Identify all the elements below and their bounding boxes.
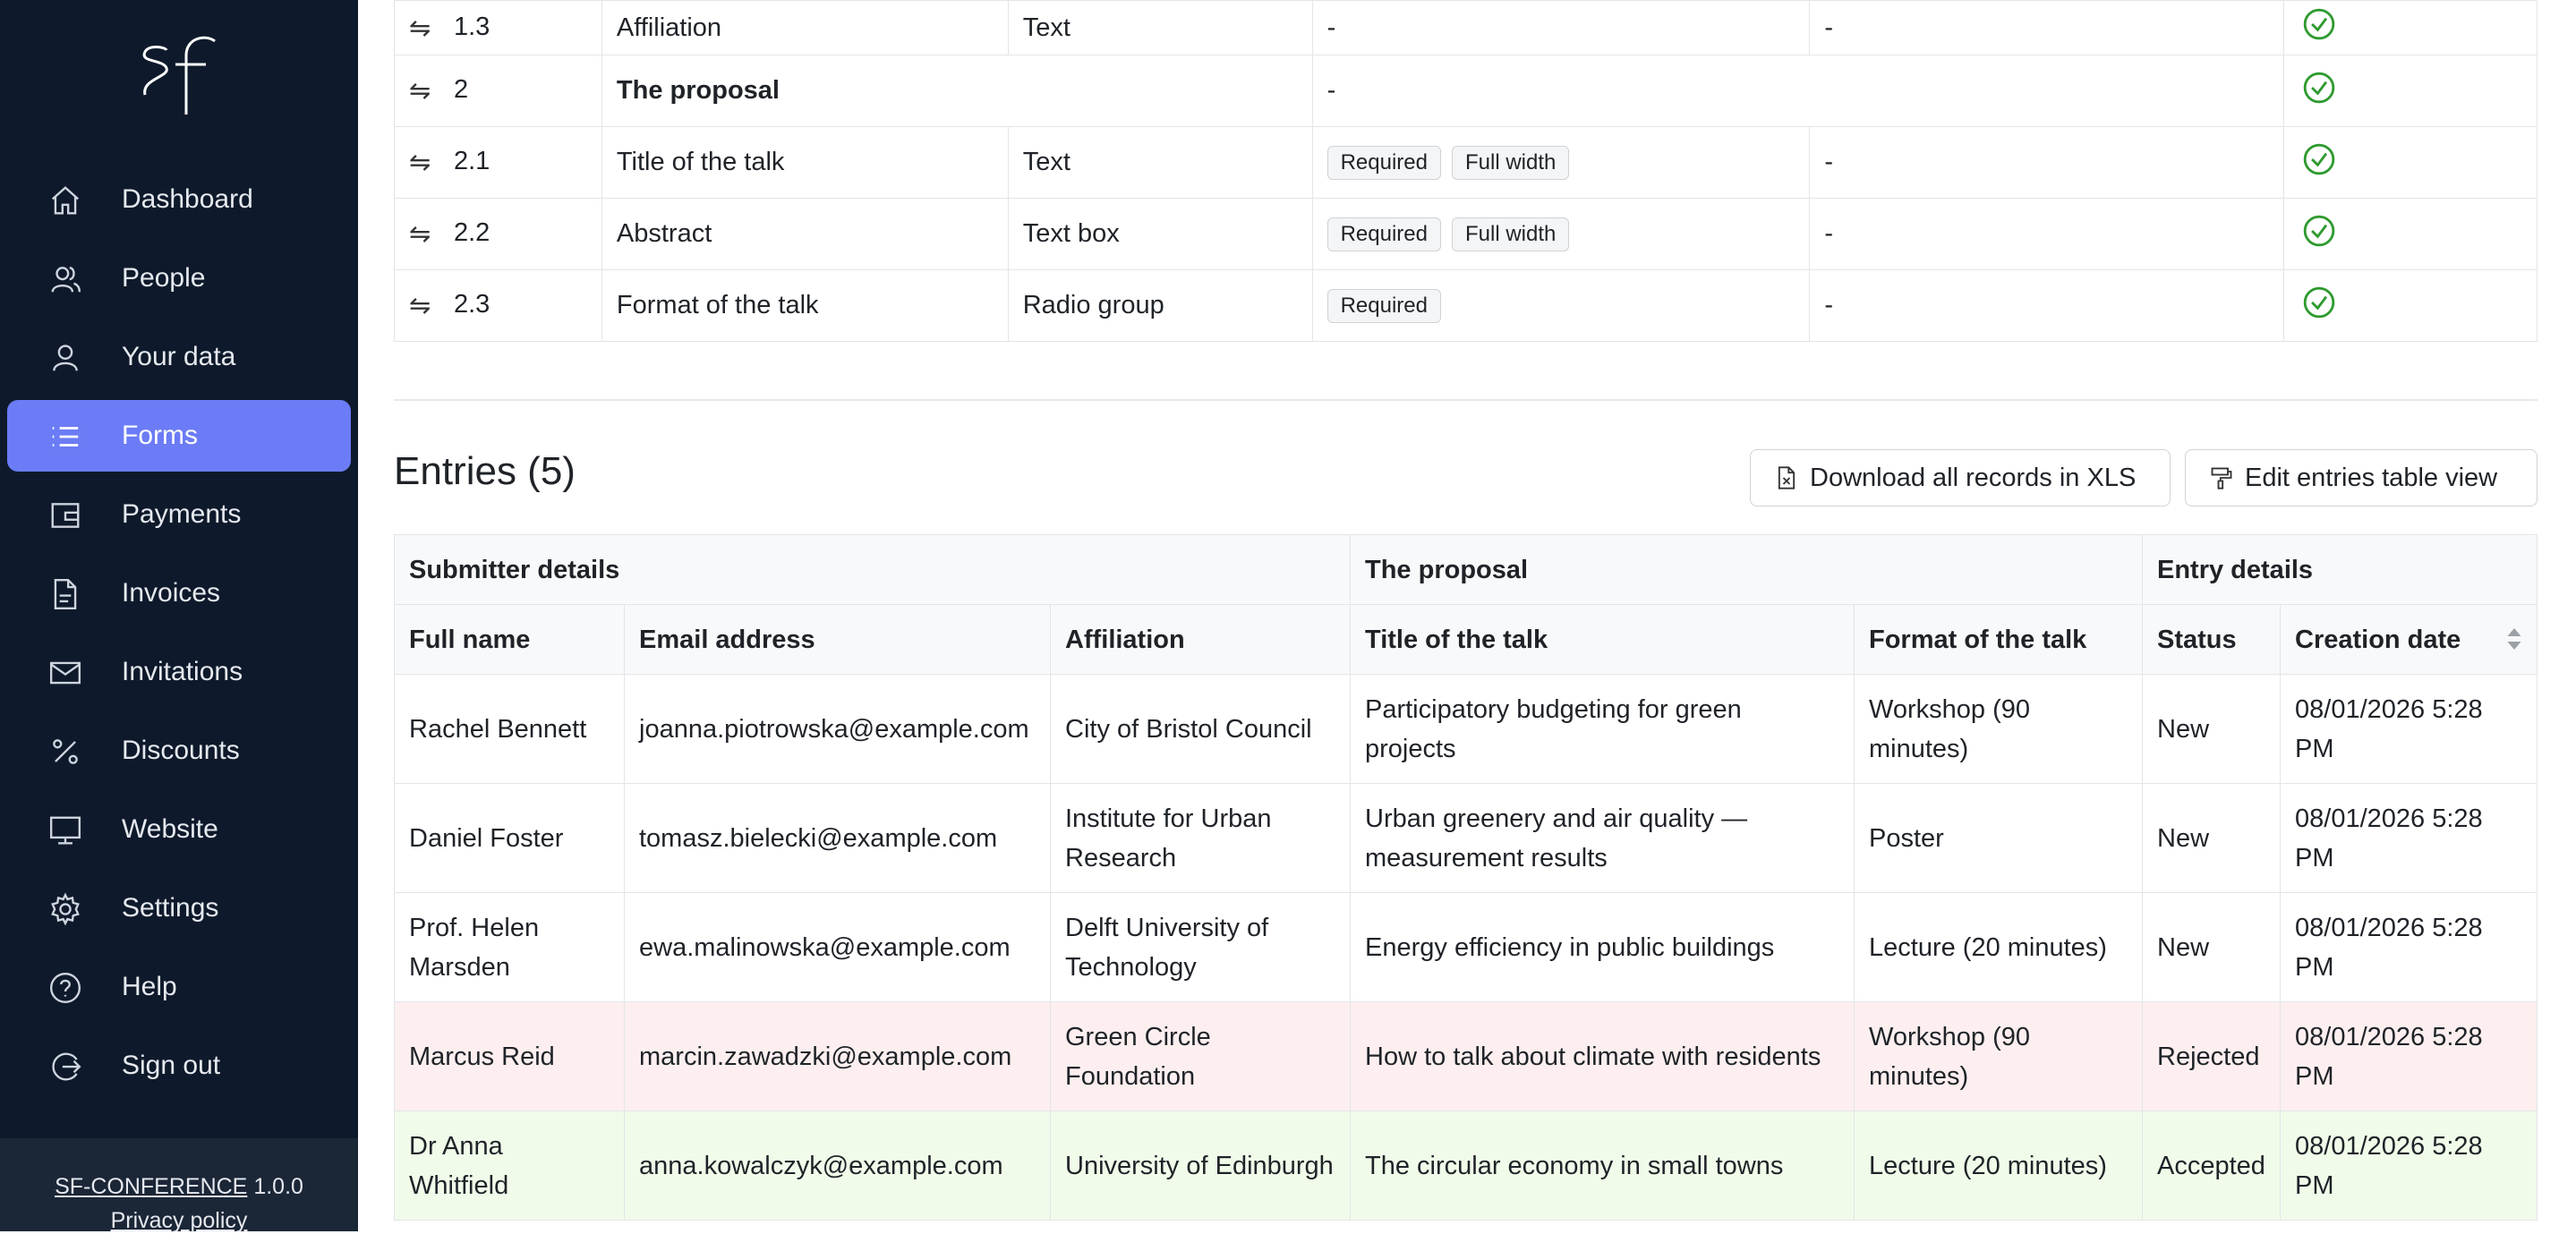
field-status-cell bbox=[2284, 55, 2538, 127]
cell-date: 08/01/2026 5:28 PM bbox=[2281, 893, 2538, 1002]
cell-title: The circular economy in small towns bbox=[1351, 1111, 1855, 1221]
sidebar-item-help[interactable] bbox=[7, 951, 351, 1023]
field-row bbox=[395, 199, 2538, 270]
cell-full-name: Prof. Helen Marsden bbox=[395, 893, 625, 1002]
cell-status: Accepted bbox=[2143, 1111, 2281, 1221]
cell-email: ewa.malinowska@example.com bbox=[625, 893, 1051, 1002]
cell-full-name: Daniel Foster bbox=[395, 784, 625, 893]
cell-date: 08/01/2026 5:28 PM bbox=[2281, 1111, 2538, 1221]
sidebar-item-label: Dashboard bbox=[122, 184, 253, 214]
sidebar-item-settings[interactable] bbox=[7, 872, 351, 944]
drag-handle-icon[interactable]: ⇋ bbox=[409, 220, 431, 249]
sidebar-item-your-data[interactable] bbox=[7, 321, 351, 393]
check-circle-icon bbox=[2302, 142, 2336, 176]
paint-roller-icon bbox=[2209, 464, 2234, 491]
cell-date: 08/01/2026 5:28 PM bbox=[2281, 1002, 2538, 1111]
cell-status: New bbox=[2143, 893, 2281, 1002]
field-number-cell[interactable]: ⇋ 2.2 bbox=[395, 199, 602, 270]
cell-format: Lecture (20 minutes) bbox=[1855, 1111, 2143, 1221]
download-xls-label: Download all records in XLS bbox=[1810, 463, 2137, 492]
group-the-proposal: The proposal bbox=[1351, 535, 2143, 605]
sidebar-item-discounts[interactable] bbox=[7, 715, 351, 787]
sidebar-item-payments[interactable] bbox=[7, 479, 351, 550]
sidebar bbox=[0, 0, 358, 1231]
cell-title: How to talk about climate with residents bbox=[1351, 1002, 1855, 1111]
column-email[interactable]: Email address bbox=[625, 605, 1051, 675]
field-extra: - bbox=[1810, 127, 2284, 199]
edit-table-view-label: Edit entries table view bbox=[2245, 463, 2498, 492]
sidebar-item-forms[interactable] bbox=[7, 400, 351, 472]
cell-email: joanna.piotrowska@example.com bbox=[625, 675, 1051, 784]
xls-file-icon bbox=[1774, 464, 1799, 491]
field-name: Affiliation bbox=[601, 1, 1008, 55]
version-number: 1.0.0 bbox=[253, 1174, 303, 1199]
required-tag: Required bbox=[1327, 217, 1441, 251]
field-number-cell[interactable]: ⇋ 2.1 bbox=[395, 127, 602, 199]
drag-handle-icon[interactable]: ⇋ bbox=[409, 292, 431, 320]
sidebar-item-label: Discounts bbox=[122, 736, 240, 765]
full-width-tag: Full width bbox=[1452, 217, 1569, 251]
sidebar-item-website[interactable] bbox=[7, 794, 351, 865]
percent-icon bbox=[48, 735, 82, 769]
cell-date: 08/01/2026 5:28 PM bbox=[2281, 784, 2538, 893]
cell-affiliation: Institute for Urban Research bbox=[1051, 784, 1351, 893]
column-header-row bbox=[395, 605, 2538, 675]
field-extra: - bbox=[1810, 270, 2284, 342]
field-tags bbox=[1312, 199, 1810, 270]
table-row[interactable] bbox=[395, 893, 2538, 1002]
cell-format: Lecture (20 minutes) bbox=[1855, 893, 2143, 1002]
privacy-policy-link[interactable]: Privacy policy bbox=[110, 1208, 248, 1233]
table-row-rejected[interactable] bbox=[395, 1002, 2538, 1111]
sidebar-item-label: Forms bbox=[122, 421, 198, 450]
cell-email: anna.kowalczyk@example.com bbox=[625, 1111, 1051, 1221]
sidebar-item-invitations[interactable] bbox=[7, 636, 351, 708]
cell-title: Energy efficiency in public buildings bbox=[1351, 893, 1855, 1002]
sidebar-item-label: Website bbox=[122, 814, 218, 844]
cell-format: Poster bbox=[1855, 784, 2143, 893]
column-affiliation[interactable]: Affiliation bbox=[1051, 605, 1351, 675]
version-info bbox=[0, 1174, 358, 1200]
wallet-icon bbox=[48, 498, 82, 532]
cell-title: Participatory budgeting for green projects bbox=[1351, 675, 1855, 784]
gear-icon bbox=[48, 892, 82, 926]
field-extra: - bbox=[1810, 1, 2284, 55]
home-icon bbox=[48, 183, 82, 217]
cell-full-name: Rachel Bennett bbox=[395, 675, 625, 784]
version-link[interactable]: SF-CONFERENCE bbox=[55, 1174, 248, 1199]
field-tags: - bbox=[1312, 55, 2284, 127]
field-status-cell bbox=[2284, 1, 2538, 55]
cell-title: Urban greenery and air quality — measurement results bbox=[1351, 784, 1855, 893]
cell-affiliation: City of Bristol Council bbox=[1051, 675, 1351, 784]
sidebar-item-invoices[interactable] bbox=[7, 557, 351, 629]
field-row bbox=[395, 55, 2538, 127]
drag-handle-icon[interactable]: ⇋ bbox=[409, 149, 431, 177]
cell-full-name: Dr Anna Whitfield bbox=[395, 1111, 625, 1221]
sidebar-item-label: Invoices bbox=[122, 578, 221, 608]
field-tags bbox=[1312, 127, 1810, 199]
sort-icon[interactable] bbox=[2506, 626, 2522, 652]
sidebar-item-label: Invitations bbox=[122, 657, 243, 686]
check-circle-icon bbox=[2302, 214, 2336, 248]
field-status-cell bbox=[2284, 127, 2538, 199]
field-row bbox=[395, 270, 2538, 342]
check-circle-icon bbox=[2302, 71, 2336, 105]
edit-table-view-button[interactable] bbox=[2185, 449, 2538, 506]
drag-handle-icon[interactable]: ⇋ bbox=[409, 13, 431, 43]
field-name: Title of the talk bbox=[601, 127, 1008, 199]
field-type: Radio group bbox=[1008, 270, 1312, 342]
field-tags: - bbox=[1312, 1, 1810, 55]
sidebar-item-label: Your data bbox=[122, 342, 236, 371]
column-creation-date[interactable]: Creation date bbox=[2281, 605, 2538, 675]
field-type: Text bbox=[1008, 1, 1312, 55]
field-number-cell[interactable]: ⇋ 2.3 bbox=[395, 270, 602, 342]
help-icon bbox=[48, 971, 82, 1005]
required-tag: Required bbox=[1327, 289, 1441, 323]
list-icon bbox=[48, 420, 82, 454]
sidebar-nav bbox=[7, 164, 351, 1109]
drag-handle-icon[interactable]: ⇋ bbox=[409, 77, 431, 106]
field-status-cell bbox=[2284, 199, 2538, 270]
user-icon bbox=[48, 341, 82, 375]
column-title-of-talk[interactable]: Title of the talk bbox=[1351, 605, 1855, 675]
field-extra: - bbox=[1810, 199, 2284, 270]
sidebar-footer bbox=[0, 1138, 358, 1231]
field-name: Abstract bbox=[601, 199, 1008, 270]
field-number-cell[interactable]: ⇋ 2 bbox=[395, 55, 602, 127]
group-submitter-details: Submitter details bbox=[395, 535, 1351, 605]
section-divider bbox=[394, 399, 2538, 401]
required-tag: Required bbox=[1327, 146, 1441, 180]
field-type: Text bbox=[1008, 127, 1312, 199]
check-circle-icon bbox=[2302, 285, 2336, 319]
field-name: Format of the talk bbox=[601, 270, 1008, 342]
cell-status: New bbox=[2143, 784, 2281, 893]
entries-table bbox=[394, 534, 2538, 1221]
sidebar-item-people[interactable] bbox=[7, 243, 351, 314]
field-number-cell[interactable]: ⇋ 1.3 bbox=[395, 1, 602, 55]
table-row-accepted[interactable] bbox=[395, 1111, 2538, 1221]
column-status[interactable]: Status bbox=[2143, 605, 2281, 675]
column-format[interactable]: Format of the talk bbox=[1855, 605, 2143, 675]
monitor-icon bbox=[48, 813, 82, 847]
field-name: The proposal bbox=[601, 55, 1312, 127]
check-circle-icon bbox=[2302, 7, 2336, 41]
people-icon bbox=[48, 262, 82, 296]
form-fields-table bbox=[394, 0, 2538, 342]
sidebar-item-label: Help bbox=[122, 972, 177, 1001]
sf-logo bbox=[134, 25, 224, 132]
sidebar-item-sign-out[interactable] bbox=[7, 1030, 351, 1102]
main-content bbox=[358, 0, 2576, 1231]
cell-affiliation: University of Edinburgh bbox=[1051, 1111, 1351, 1221]
field-status-cell bbox=[2284, 270, 2538, 342]
mail-icon bbox=[48, 656, 82, 690]
sign-out-icon bbox=[48, 1050, 82, 1084]
cell-affiliation: Delft University of Technology bbox=[1051, 893, 1351, 1002]
sidebar-item-label: Payments bbox=[122, 499, 242, 529]
field-row bbox=[395, 1, 2538, 55]
full-width-tag: Full width bbox=[1452, 146, 1569, 180]
document-icon bbox=[48, 577, 82, 611]
sidebar-item-label: Settings bbox=[122, 893, 219, 923]
group-entry-details: Entry details bbox=[2143, 535, 2538, 605]
cell-status: Rejected bbox=[2143, 1002, 2281, 1111]
field-tags bbox=[1312, 270, 1810, 342]
column-group-row bbox=[395, 535, 2538, 605]
cell-email: marcin.zawadzki@example.com bbox=[625, 1002, 1051, 1111]
cell-date: 08/01/2026 5:28 PM bbox=[2281, 675, 2538, 784]
sidebar-item-label: Sign out bbox=[122, 1051, 221, 1080]
sidebar-item-label: People bbox=[122, 263, 206, 293]
cell-format: Workshop (90 minutes) bbox=[1855, 675, 2143, 784]
entries-title: Entries (5) bbox=[394, 449, 576, 493]
cell-full-name: Marcus Reid bbox=[395, 1002, 625, 1111]
download-xls-button[interactable] bbox=[1750, 449, 2171, 506]
column-full-name[interactable]: Full name bbox=[395, 605, 625, 675]
cell-status: New bbox=[2143, 675, 2281, 784]
field-type: Text box bbox=[1008, 199, 1312, 270]
cell-format: Workshop (90 minutes) bbox=[1855, 1002, 2143, 1111]
sidebar-item-dashboard[interactable] bbox=[7, 164, 351, 235]
table-row[interactable] bbox=[395, 675, 2538, 784]
cell-affiliation: Green Circle Foundation bbox=[1051, 1002, 1351, 1111]
field-row bbox=[395, 127, 2538, 199]
table-row[interactable] bbox=[395, 784, 2538, 893]
cell-email: tomasz.bielecki@example.com bbox=[625, 784, 1051, 893]
